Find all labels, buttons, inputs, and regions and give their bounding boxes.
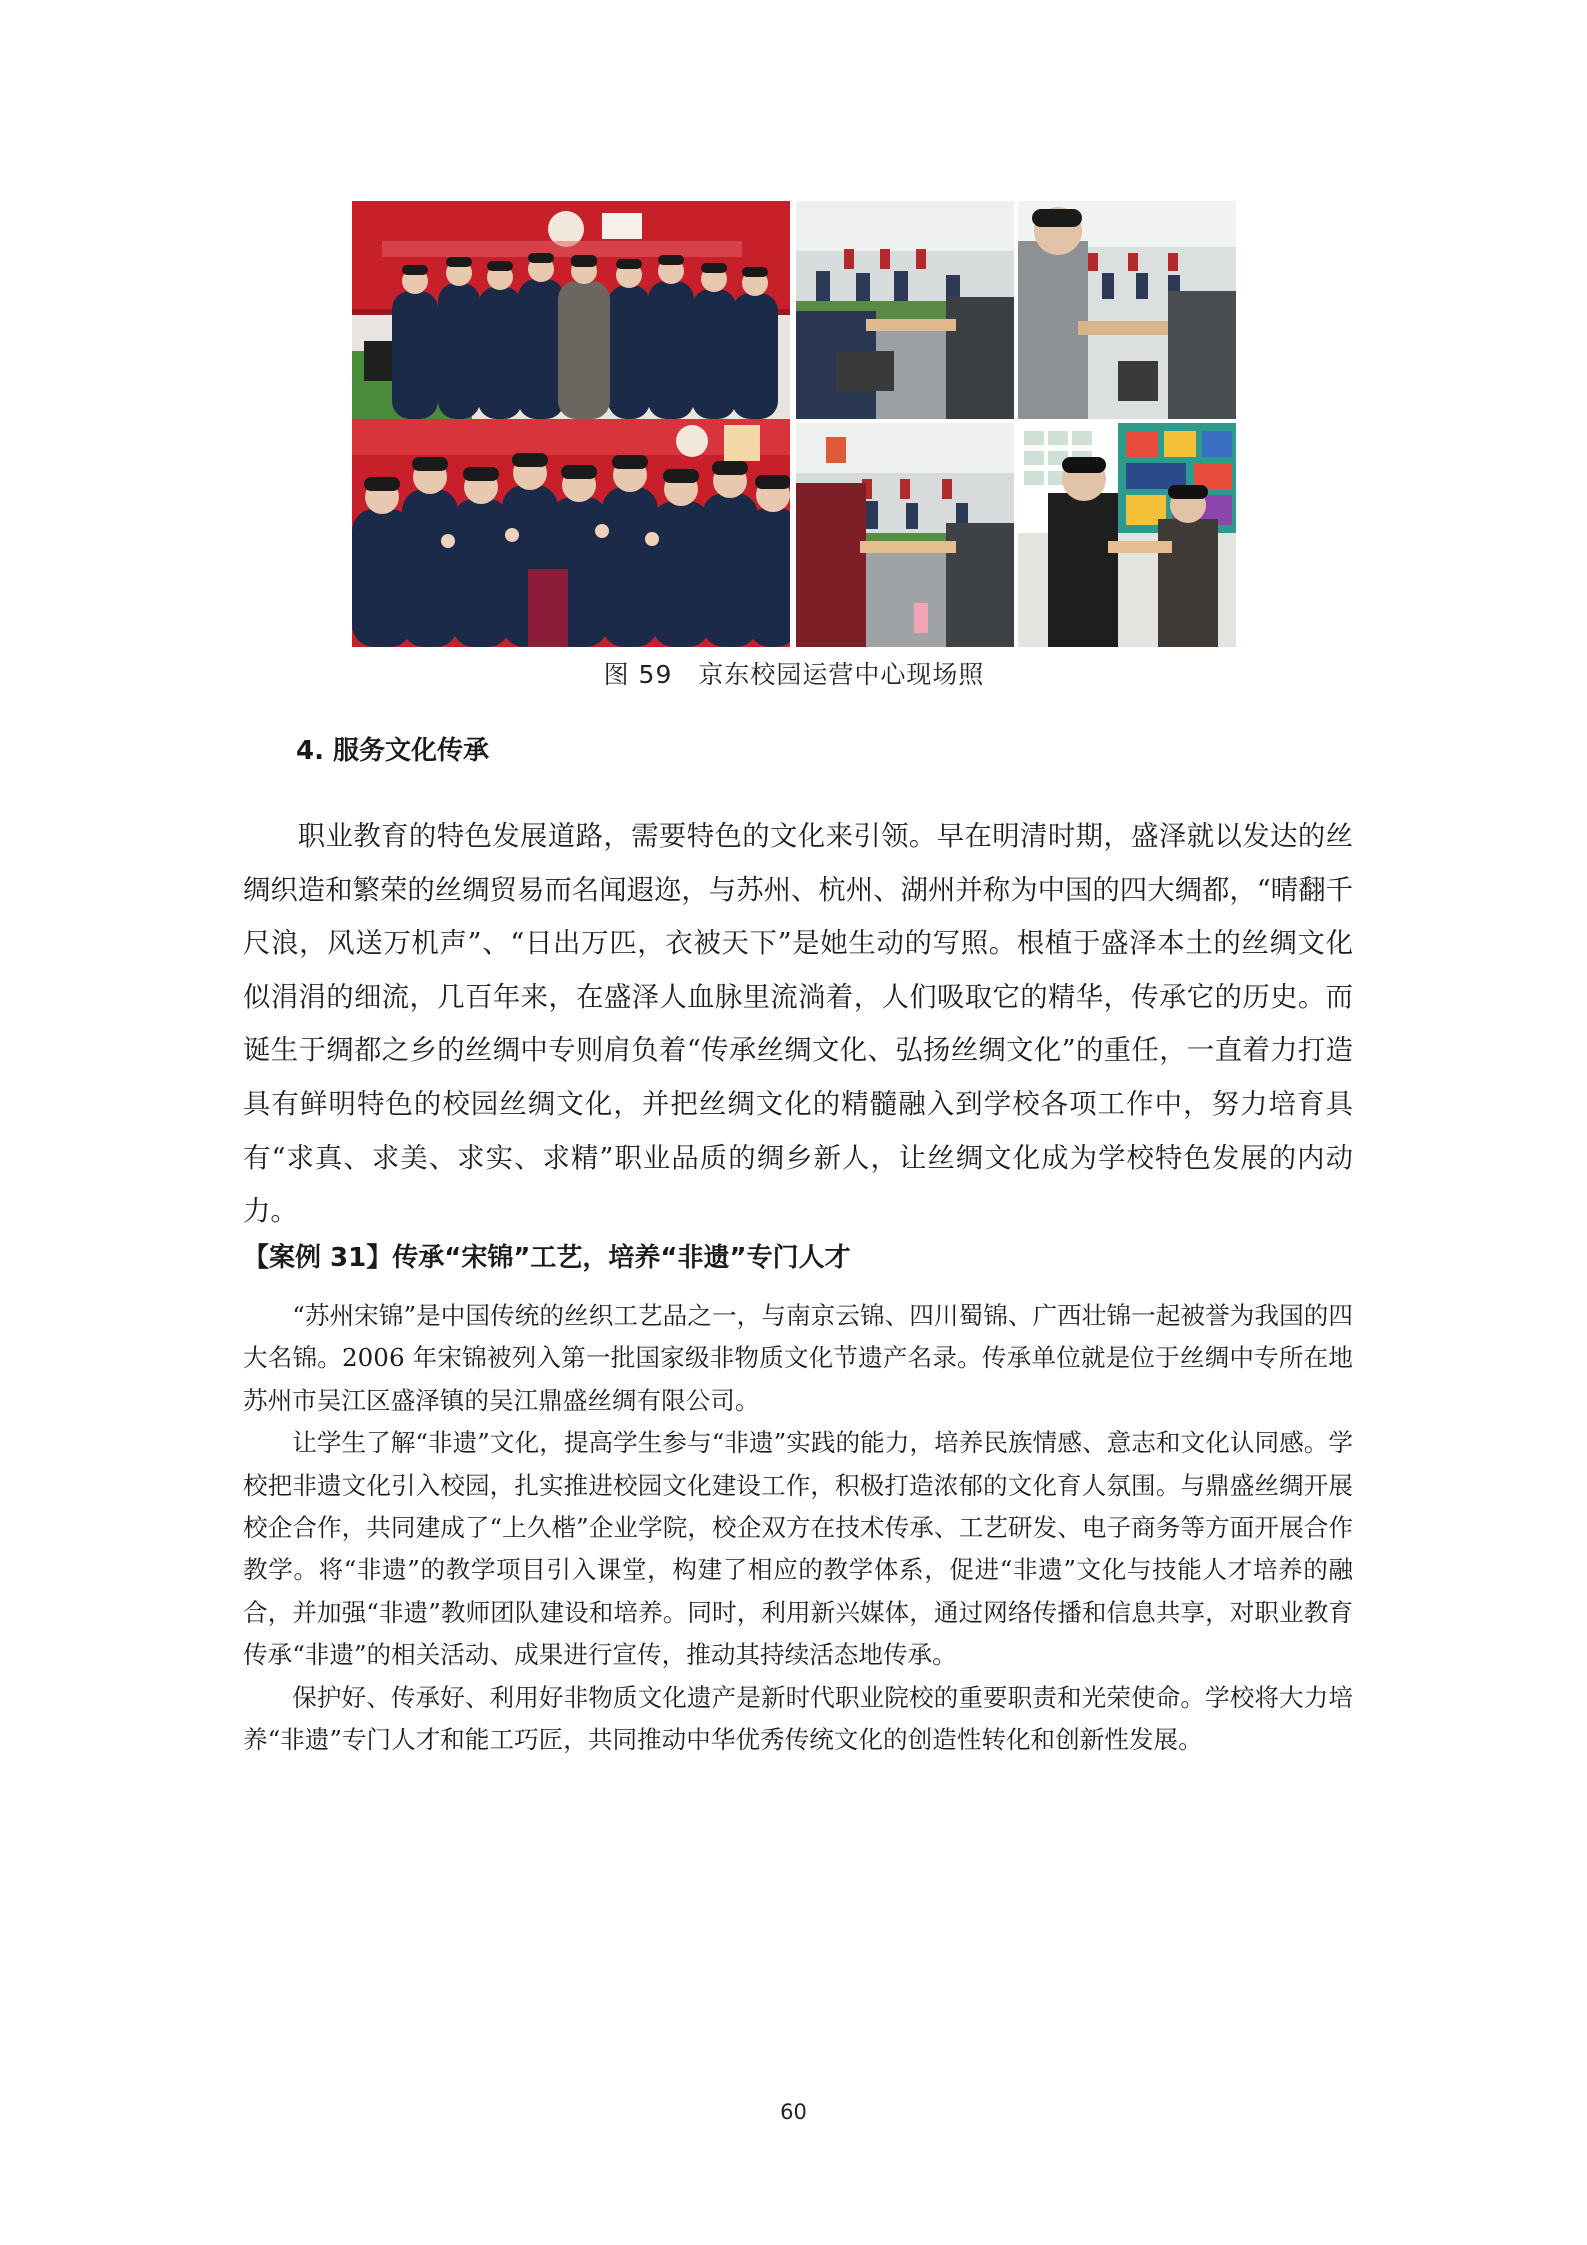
figure-caption-number: 图 59 [603, 660, 673, 689]
case-paragraph-3: 保护好、传承好、利用好非物质文化遗产是新时代职业院校的重要职责和光荣使命。学校将大力培养“非遗”专门人才和能工巧匠，共同推动中华优秀传统文化的创造性转化和创新性发展。 [243, 1682, 1353, 1755]
office-photo-3 [796, 423, 1014, 647]
group-photo-students-icon [352, 201, 790, 419]
section-heading: 4. 服务文化传承 [296, 736, 490, 766]
section-paragraph: 职业教育的特色发展道路，需要特色的文化来引领。早在明清时期，盛泽就以发达的丝绸织造和繁荣的丝绸贸易而名闻遐迩，与苏州、杭州、湖州并称为中国的四大绸都，“晴翻千尺浪，风送万机声”、“日出万匹，衣被天下”是她生动的写照。根植于盛泽本土的丝绸文化似涓涓的细流，几百年来，在盛泽人血脉里流淌着，人们吸取它的精华，传承它的历史。而诞生于绸都之乡的丝绸中专则肩负着“传承丝绸文化、弘扬丝绸文化”的重任，一直着力打造具有鲜明特色的校园丝绸文化，并把丝绸文化的精髓融入到学校各项工作中，努力培育具有“求真、求美、求实、求精”职业品质的绸乡新人，让丝绸文化成为学校特色发展的内动力。 [243, 821, 1353, 1228]
case-heading: 【案例 31】传承“宋锦”工艺，培养“非遗”专门人才 [243, 1243, 851, 1273]
photo-collage [352, 201, 1236, 647]
case-paragraph-1: “苏州宋锦”是中国传统的丝织工艺品之一，与南京云锦、四川蜀锦、广西壮锦一起被誉为我国的四大名锦。2006 年宋锦被列入第一批国家级非物质文化节遗产名录。传承单位就是位于丝绸中专所在地苏州市吴江区盛泽镇的吴江鼎盛丝绸有限公司。 [243, 1301, 1353, 1415]
case-paragraph-2: 让学生了解“非遗”文化，提高学生参与“非遗”实践的能力，培养民族情感、意志和文化认同感。学校把非遗文化引入校园，扎实推进校园文化建设工作，积极打造浓郁的文化育人氛围。与鼎盛丝绸开展校企合作，共同建成了“上久楷”企业学院，校企双方在技术传承、工艺研发、电子商务等方面开展合作教学。将“非遗”的教学项目引入课堂，构建了相应的教学体系，促进“非遗”文化与技能人才培养的融合，并加强“非遗”教师团队建设和培养。同时，利用新兴媒体，通过网络传播和信息共享，对职业教育传承“非遗”的相关活动、成果进行宣传，推动其持续活态地传承。 [243, 1428, 1353, 1670]
figure-caption-text: 京东校园运营中心现场照 [698, 660, 985, 689]
office-photo-1 [796, 201, 1014, 419]
office-handover-icon [796, 201, 1014, 419]
office-photo-4 [1018, 423, 1236, 647]
office-handover-desk-icon [796, 423, 1014, 647]
figure-caption [352, 655, 1236, 691]
group-photo-bottom [352, 419, 790, 647]
office-photo-2 [1018, 201, 1236, 419]
group-photo-students-posing-icon [352, 419, 790, 647]
page-number: 60 [780, 2100, 807, 2124]
case-body [243, 1295, 1353, 1761]
office-handshake-icon [1018, 201, 1236, 419]
group-photo-top [352, 201, 790, 419]
back-to-school-handover-icon [1018, 423, 1236, 647]
